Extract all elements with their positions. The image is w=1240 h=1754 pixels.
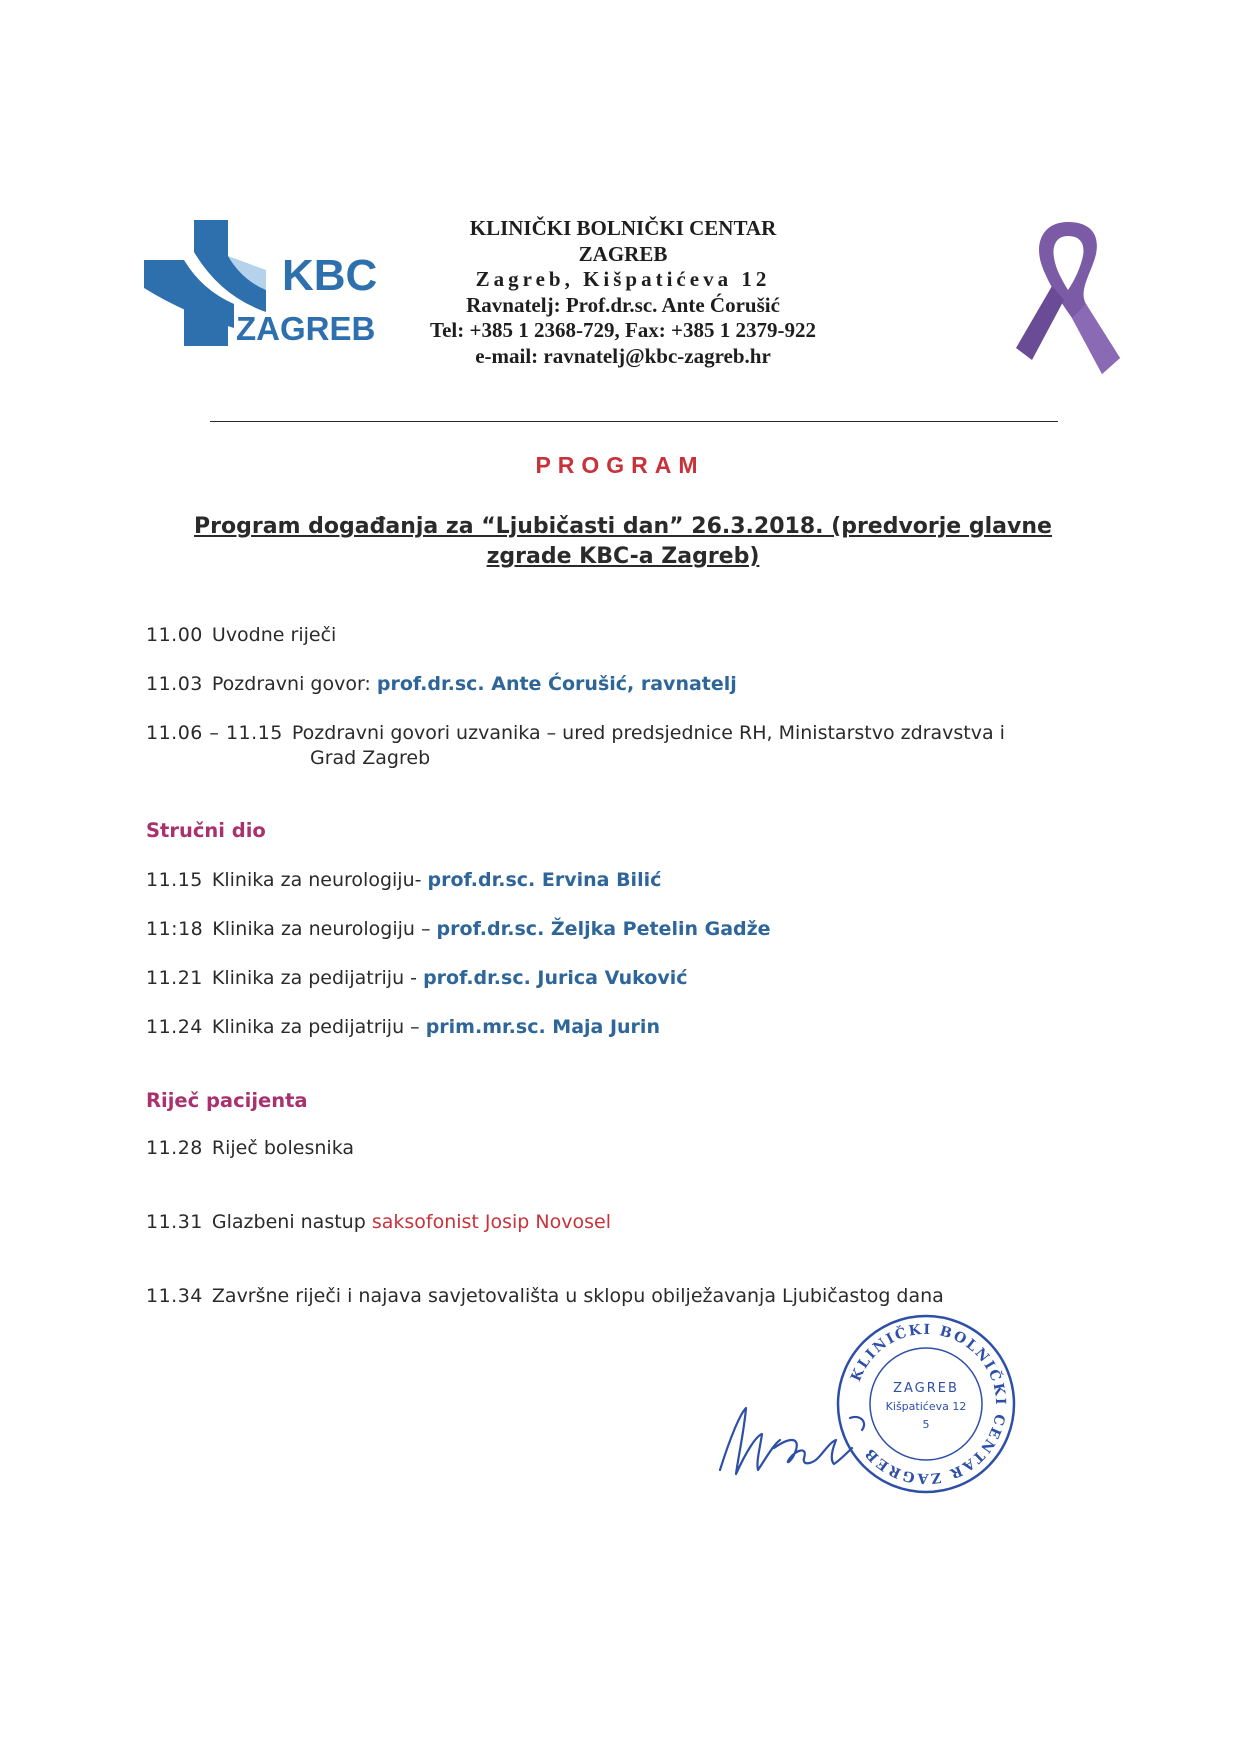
schedule-item (146, 918, 771, 940)
stamp-ring-text: KLINIČKI BOLNIČKI CENTAR ZAGREB (848, 1321, 1009, 1487)
item-time: 11:18 (146, 918, 204, 940)
item-time: 11.24 (146, 1016, 203, 1038)
item-speaker: prof.dr.sc. Željka Petelin Gadže (436, 918, 771, 940)
official-stamp (834, 1312, 1018, 1496)
item-text: Pozdravni govori uzvanika – ured predsjednice RH, Ministarstvo zdravstva i (291, 722, 1005, 744)
schedule-item (146, 1137, 354, 1159)
institution-name: KLINIČKI BOLNIČKI CENTAR (469, 216, 777, 240)
schedule-item (146, 1285, 944, 1307)
institution-address: Zagreb, Kišpatićeva 12 (475, 267, 771, 291)
item-speaker: prof.dr.sc. Ante Ćorušić, ravnatelj (376, 673, 737, 695)
item-time: 11.21 (146, 967, 203, 989)
logo-kbc-text: KBC (282, 251, 378, 300)
item-text: Klinika za pedijatriju – (211, 1016, 426, 1038)
institution-phone-fax: Tel: +385 1 2368-729, Fax: +385 1 2379-922 (430, 318, 816, 342)
section-heading-patient: Riječ pacijenta (146, 1089, 308, 1112)
institution-director: Ravnatelj: Prof.dr.sc. Ante Ćorušić (466, 292, 780, 317)
schedule-item (146, 673, 737, 695)
item-text: Glazbeni nastup (211, 1211, 372, 1233)
item-time: 11.34 (146, 1285, 203, 1307)
item-performer: saksofonist Josip Novosel (371, 1211, 611, 1233)
schedule-item (146, 1016, 660, 1038)
item-speaker: prof.dr.sc. Ervina Bilić (427, 869, 662, 891)
event-subtitle: Program događanja za “Ljubičasti dan” 26.3.2018. (predvorje glavne zgrade KBC-a Zagreb) (194, 514, 1052, 569)
stamp-number: 5 (922, 1418, 930, 1431)
item-text: Uvodne riječi (211, 624, 337, 646)
logo-zagreb-text: ZAGREB (236, 310, 376, 346)
item-time: 11.03 (146, 673, 203, 695)
item-text: Klinika za neurologiju- (211, 869, 428, 891)
item-speaker: prof.dr.sc. Jurica Vuković (423, 967, 688, 989)
header-divider (210, 421, 1058, 422)
item-time: 11.31 (146, 1211, 203, 1233)
item-time: 11.00 (146, 624, 203, 646)
item-text: Pozdravni govor: (211, 673, 377, 695)
institution-email: e-mail: ravnatelj@kbc-zagreb.hr (475, 343, 771, 368)
letterhead (380, 216, 866, 369)
schedule-item (146, 1211, 611, 1233)
item-time: 11.06 – 11.15 (146, 722, 283, 744)
item-time: 11.15 (146, 869, 203, 891)
item-text: Klinika za neurologiju – (212, 918, 437, 940)
item-time: 11.28 (146, 1137, 203, 1159)
schedule-item (146, 869, 661, 891)
schedule-item (146, 624, 336, 646)
stamp-address: Kišpatićeva 12 (885, 1400, 967, 1413)
schedule-item (146, 721, 1096, 771)
purple-ribbon-icon (1012, 214, 1124, 384)
kbc-zagreb-logo (144, 216, 394, 346)
item-text: Klinika za pedijatriju - (211, 967, 424, 989)
item-text-continuation: Grad Zagreb (310, 747, 431, 769)
schedule-item (146, 967, 688, 989)
program-title: PROGRAM (535, 452, 705, 478)
item-text: Završne riječi i najava savjetovališta u sklopu obilježavanja Ljubičastog dana (211, 1285, 944, 1307)
item-text: Riječ bolesnika (211, 1137, 355, 1159)
institution-city: ZAGREB (578, 241, 668, 266)
stamp-city: ZAGREB (893, 1381, 959, 1396)
section-heading-expert: Stručni dio (146, 819, 266, 842)
item-speaker: prim.mr.sc. Maja Jurin (425, 1016, 660, 1038)
